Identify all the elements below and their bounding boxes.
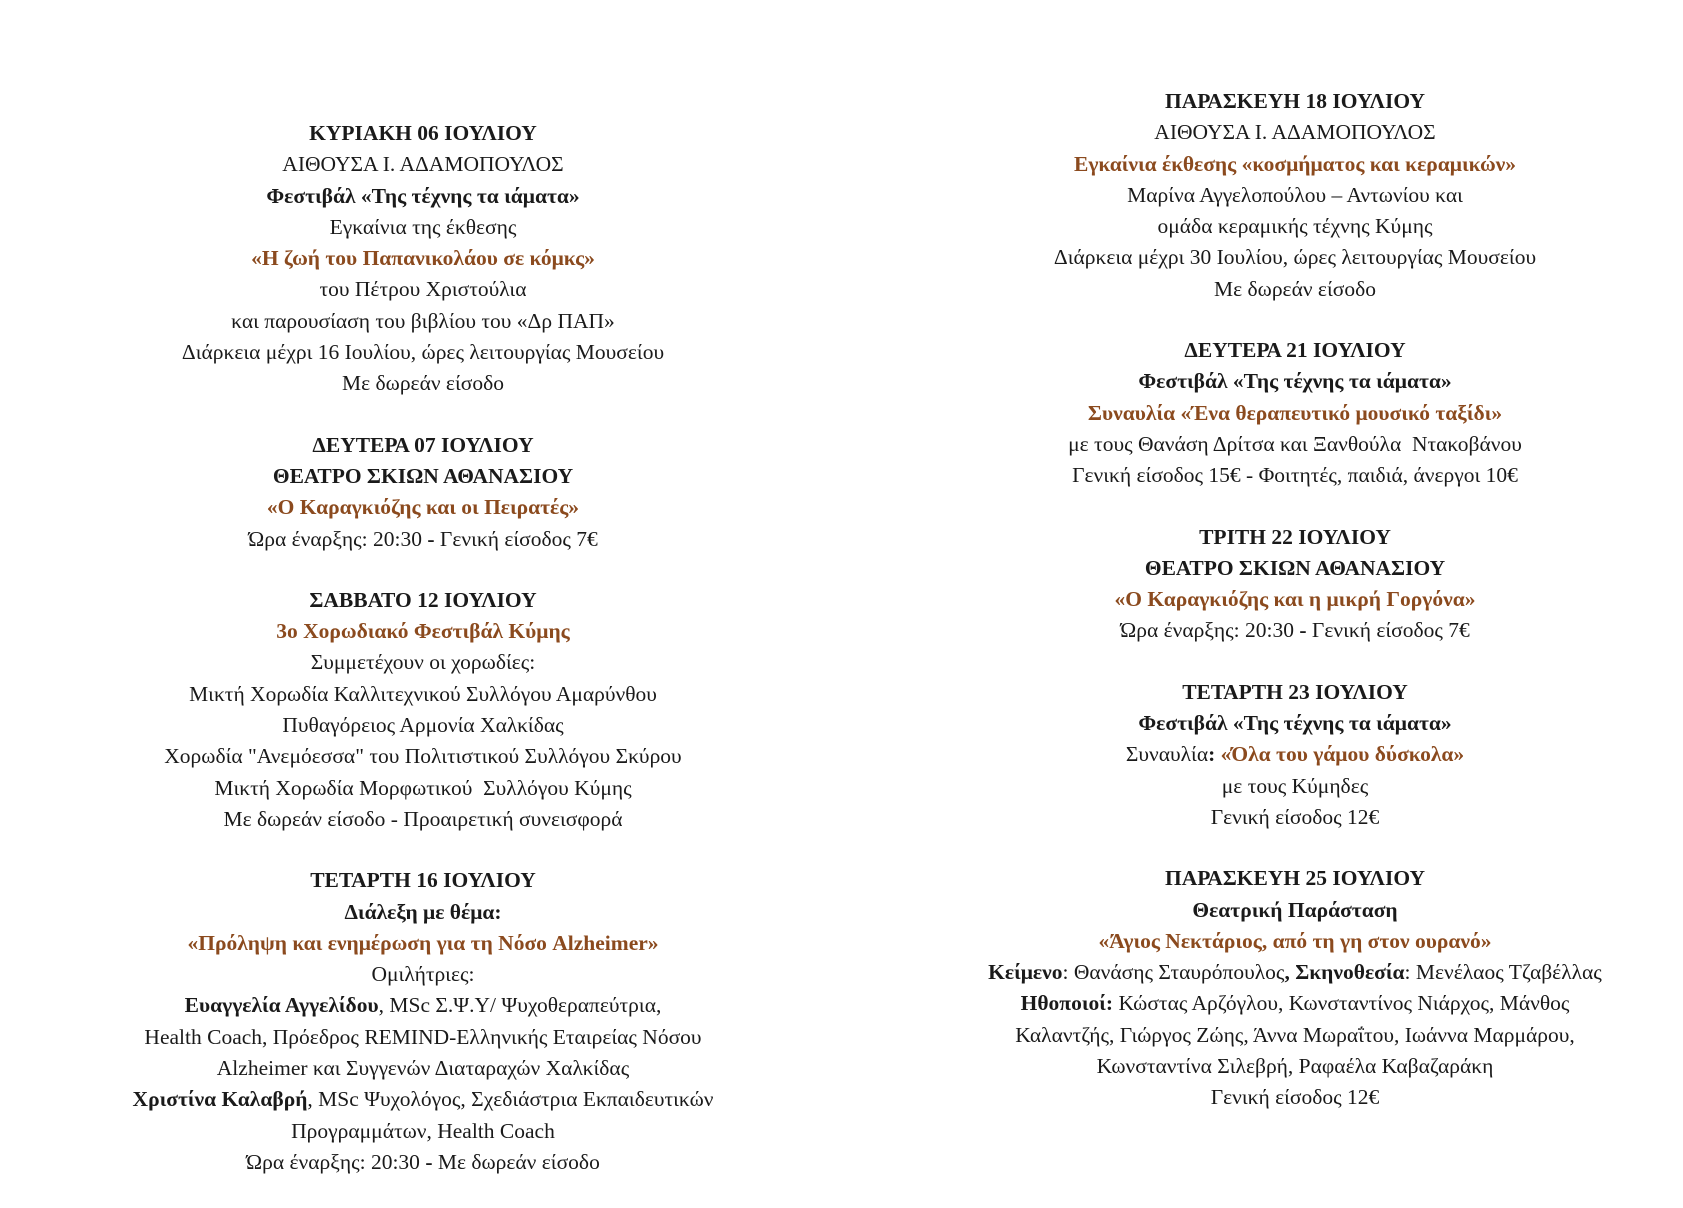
event-text: ομάδα κεραμικής τέχνης Κύμης [1157, 214, 1433, 239]
speaker-details: , MSc Ψυχολόγος, Σχεδιάστρια Εκπαιδευτικών [307, 1087, 714, 1112]
event-time: Ώρα έναρξης: 20:30 [248, 526, 422, 551]
event-time-price [103, 524, 743, 555]
event-date: ΤΕΤΑΡΤΗ 16 ΙΟΥΛΙΟΥ [310, 868, 536, 893]
left-column [103, 118, 743, 1208]
event-admission: Με δωρεάν είσοδο [1214, 276, 1376, 301]
speaker-line [103, 990, 743, 1021]
credit-value: : Θανάσης Σταυρόπουλος [1062, 960, 1285, 985]
event-duration: Διάρκεια μέχρι 30 Ιουλίου, ώρες λειτουργίας Μουσείου [1053, 245, 1537, 270]
festival-name: Φεστιβάλ «Της τέχνης τα ιάματα» [1138, 711, 1452, 736]
speaker-details: Alzheimer και Συγγενών Διαταραχών Χαλκίδας [216, 1056, 630, 1081]
event-text: με τους Κύμηδες [1221, 773, 1369, 798]
choir-item: Πυθαγόρειος Αρμονία Χαλκίδας [282, 713, 564, 738]
event-date: ΠΑΡΑΣΚΕΥΗ 18 ΙΟΥΛΙΟΥ [1164, 89, 1426, 113]
event-time-price [103, 1147, 743, 1178]
event-date: ΚΥΡΙΑΚΗ 06 ΙΟΥΛΙΟΥ [309, 121, 537, 145]
speaker-details: Προγραμμάτων, Health Coach [291, 1118, 555, 1143]
choir-item: Χορωδία "Ανεμόεσσα" του Πολιτιστικού Συλλόγου Σκύρου [164, 744, 682, 769]
event-price: Γενική είσοδος 12€ [1210, 1085, 1380, 1110]
choir-item: Μικτή Χορωδία Καλλιτεχνικού Συλλόγου Αμαρύνθου [189, 681, 657, 706]
event-subtitle: Θεατρική Παράσταση [1192, 897, 1398, 922]
separator: - [1294, 618, 1312, 643]
actors-line [935, 988, 1655, 1019]
event-title: Συναυλία «Ένα θεραπευτικό μουσικό ταξίδι» [1087, 400, 1503, 425]
event-prefix: Συναυλία [1125, 742, 1209, 767]
event-price: Γενική είσοδος 15€ - Φοιτητές, παιδιά, άνεργοι 10€ [1072, 463, 1518, 488]
event-duration: Διάρκεια μέχρι 16 Ιουλίου, ώρες λειτουργίας Μουσείου [181, 340, 665, 365]
event-time: Ώρα έναρξης: 20:30 [1120, 618, 1294, 643]
event-price: Γενική είσοδος 7€ [1311, 618, 1470, 643]
event-price: Με δωρεάν είσοδο [437, 1149, 600, 1174]
event-title: 3ο Χορωδιακό Φεστιβάλ Κύμης [276, 619, 570, 644]
event-price: Γενική είσοδος 7€ [439, 526, 598, 551]
event-title-line [935, 739, 1655, 770]
actors-label: Ηθοποιοί: [1020, 991, 1114, 1016]
event-text: Ομιλήτριες: [371, 962, 475, 987]
event-text: και παρουσίαση του βιβλίου του «Δρ ΠΑΠ» [231, 308, 615, 333]
event-date: ΤΡΙΤΗ 22 ΙΟΥΛΙΟΥ [1199, 524, 1391, 549]
event-time-price [935, 615, 1655, 646]
event-date: ΤΕΤΑΡΤΗ 23 ΙΟΥΛΙΟΥ [1182, 679, 1408, 704]
speaker-line [103, 1084, 743, 1115]
credit-value: : Μενέλαος Τζαβέλλας [1404, 960, 1602, 985]
event-date: ΔΕΥΤΕΡΑ 21 ΙΟΥΛΙΟΥ [1184, 338, 1406, 363]
event-text: με τους Θανάση Δρίτσα και Ξανθούλα Ντακοβάνου [1068, 431, 1522, 456]
event-text: του Πέτρου Χριστούλια [319, 277, 527, 302]
speaker-details: , MSc Σ.Ψ.Υ/ Ψυχοθεραπεύτρια, [378, 993, 662, 1018]
credit-label: , Σκηνοθεσία [1284, 960, 1405, 985]
event-admission: Με δωρεάν είσοδο - Προαιρετική συνεισφορά [223, 806, 623, 831]
event-date: ΔΕΥΤΕΡΑ 07 ΙΟΥΛΙΟΥ [312, 432, 534, 457]
event-text: Συμμετέχουν οι χορωδίες: [310, 650, 536, 675]
event-date: ΠΑΡΑΣΚΕΥΗ 25 ΙΟΥΛΙΟΥ [1164, 866, 1426, 891]
actors-names: Κώστας Αρζόγλου, Κωνσταντίνος Νιάρχος, Μάνθος [1113, 991, 1570, 1016]
event-savvato-12 [103, 585, 743, 835]
event-price: Γενική είσοδος 12€ [1210, 804, 1380, 829]
event-venue: ΘΕΑΤΡΟ ΣΚΙΩΝ ΑΘΑΝΑΣΙΟΥ [1144, 555, 1446, 580]
event-paraskevi-18 [935, 86, 1655, 305]
event-title: «Ο Καραγκιόζης και η μικρή Γοργόνα» [1114, 587, 1476, 612]
event-date: ΣΑΒΒΑΤΟ 12 ΙΟΥΛΙΟΥ [309, 587, 537, 612]
event-venue: ΘΕΑΤΡΟ ΣΚΙΩΝ ΑΘΑΝΑΣΙΟΥ [272, 463, 574, 488]
event-title: «Πρόληψη και ενημέρωση για τη Νόσο Alzheimer» [187, 930, 659, 955]
speaker-name: Ευαγγελία Αγγελίδου [184, 993, 379, 1018]
choir-item: Μικτή Χορωδία Μορφωτικού Συλλόγου Κύμης [214, 775, 632, 800]
event-kyriaki-06 [103, 118, 743, 400]
event-subtitle: Διάλεξη με θέμα: [344, 899, 502, 924]
speaker-name: Χριστίνα Καλαβρή [132, 1087, 308, 1112]
right-column [935, 86, 1655, 1144]
event-tetarti-23 [935, 677, 1655, 833]
credits-line [935, 957, 1655, 988]
separator: : [1208, 742, 1221, 767]
event-tetarti-16 [103, 865, 743, 1178]
actors-names: Καλαντζής, Γιώργος Ζώης, Άννα Μωραΐτου, Ιωάννα Μαρμάρου, [1015, 1022, 1575, 1047]
actors-names: Κωνσταντίνα Σιλεβρή, Ραφαέλα Καβαζαράκη [1096, 1054, 1494, 1079]
event-paraskevi-25 [935, 863, 1655, 1113]
speaker-details: Health Coach, Πρόεδρος REMIND-Ελληνικής Εταιρείας Νόσου [144, 1024, 702, 1049]
event-title: «Η ζωή του Παπανικολάου σε κόμκς» [251, 246, 595, 271]
credit-label: Κείμενο [988, 960, 1063, 985]
event-triti-22 [935, 522, 1655, 647]
event-venue: ΑΙΘΟΥΣΑ Ι. ΑΔΑΜΟΠΟΥΛΟΣ [1154, 120, 1436, 145]
event-title: «Όλα του γάμου δύσκολα» [1220, 742, 1465, 767]
festival-name: Φεστιβάλ «Της τέχνης τα ιάματα» [266, 183, 580, 208]
festival-name: Φεστιβάλ «Της τέχνης τα ιάματα» [1138, 369, 1452, 394]
separator: - [422, 526, 440, 551]
event-text: Μαρίνα Αγγελοπούλου – Αντωνίου και [1127, 182, 1463, 207]
event-time: Ώρα έναρξης: 20:30 [246, 1149, 420, 1174]
separator: - [419, 1149, 438, 1174]
event-title: Εγκαίνια έκθεσης «κοσμήματος και κεραμικών» [1073, 151, 1517, 176]
event-deftera-07 [103, 430, 743, 555]
event-venue: ΑΙΘΟΥΣΑ Ι. ΑΔΑΜΟΠΟΥΛΟΣ [282, 152, 564, 177]
event-deftera-21 [935, 335, 1655, 491]
event-text: Εγκαίνια της έκθεσης [329, 214, 517, 239]
event-title: «Άγιος Νεκτάριος, από τη γη στον ουρανό» [1098, 928, 1492, 953]
event-admission: Με δωρεάν είσοδο [342, 371, 504, 396]
event-title: «Ο Καραγκιόζης και οι Πειρατές» [266, 495, 580, 520]
